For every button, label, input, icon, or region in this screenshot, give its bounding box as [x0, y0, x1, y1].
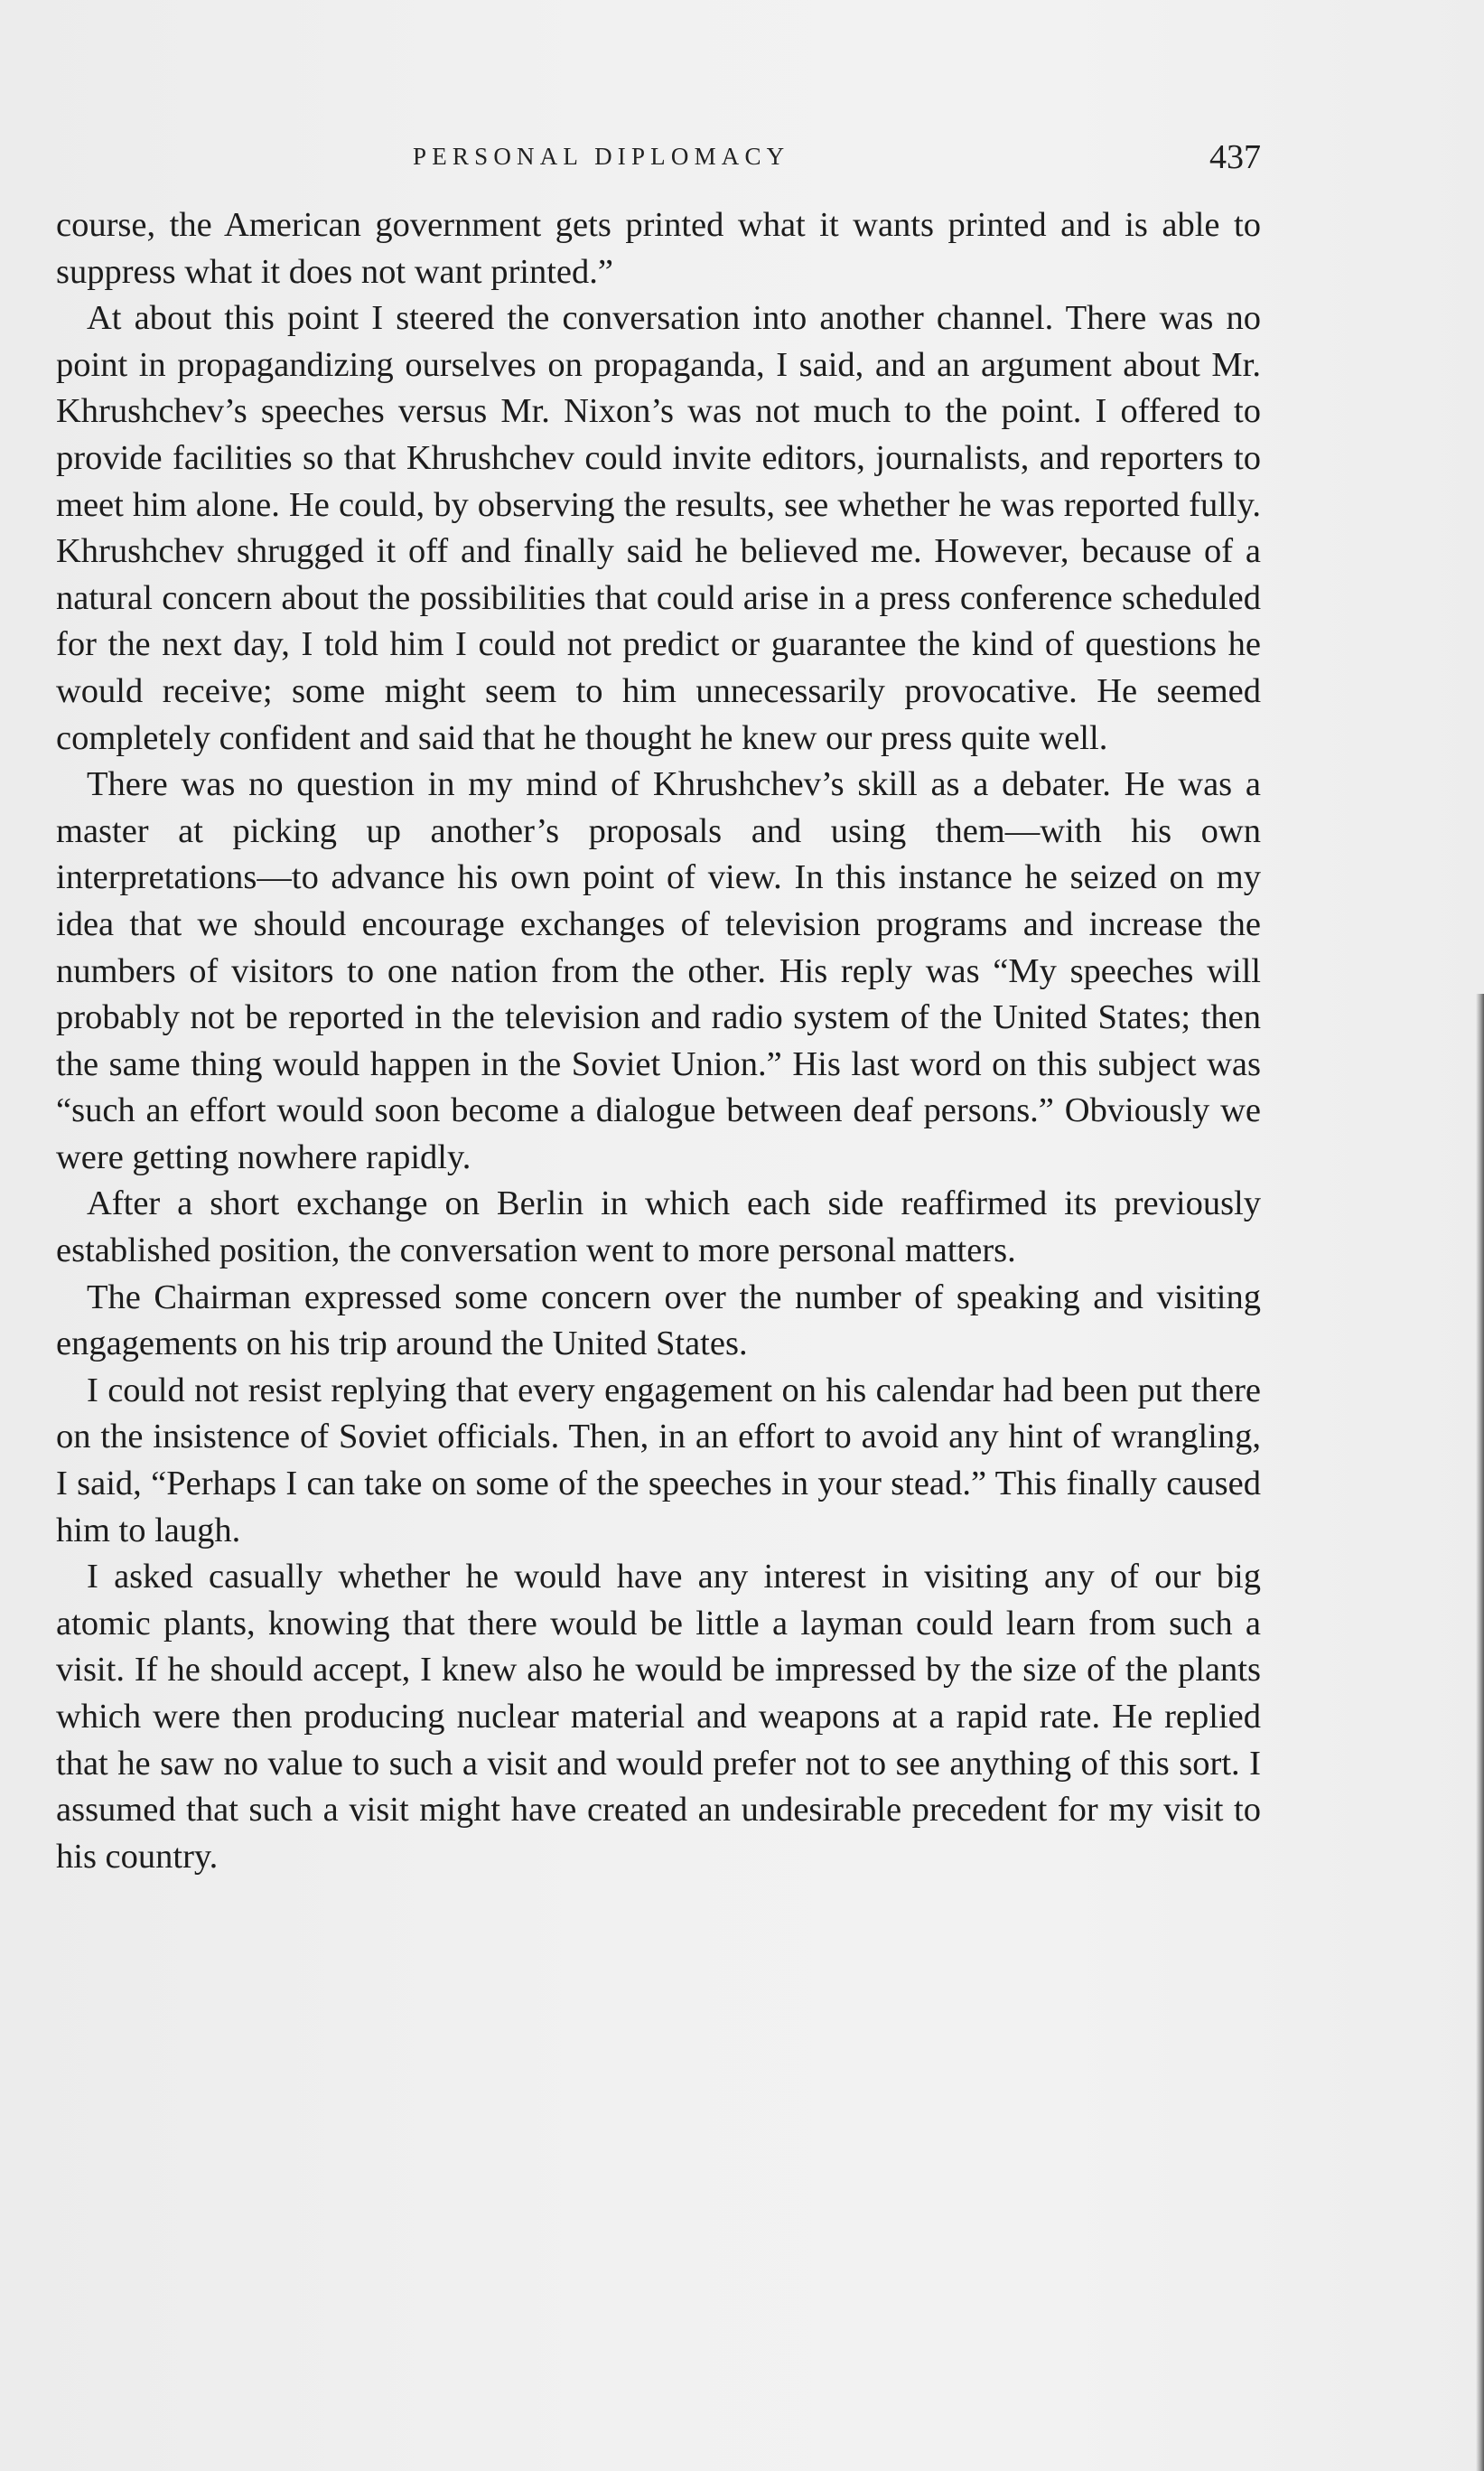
paragraph: I could not resist replying that every engagement on his calendar had been put there on the insistence of Soviet officials. Then, in an effort to avoid any hint of wrangling, I said, “Perhaps I can take on some of the speeches in your stead.” This finally caused him to laugh. [56, 1371, 1261, 1549]
paragraph: I asked casually whether he would have any interest in visiting any of our big atomic plants, knowing that there would be little a layman could learn from such a visit. If he should accept, I knew also he would be impressed by the size of the plants which were then producing nuclear material and weapons at a rapid rate. He replied that he saw no value to such a visit and would prefer not to see anything of this sort. I assumed that such a visit might have created an undesirable precedent for my visit to his country. [56, 1558, 1261, 1876]
body-text [56, 202, 1261, 1880]
running-head [56, 137, 1261, 183]
paragraph: The Chairman expressed some concern over the number of speaking and visiting engagements on his trip around the United States. [56, 1278, 1261, 1363]
page-edge-shadow [1476, 994, 1484, 2471]
paragraph: There was no question in my mind of Khrushchev’s skill as a debater. He was a master at picking up another’s proposals and using them—with his own interpretations—to advance his own point of view. In this instance he seized on my idea that we should encourage exchanges of television programs and increase the numbers of visitors to one nation from the other. His reply was “My speeches will probably not be reported in the television and radio system of the United States; then the same thing would happen in the Soviet Union.” His last word on this subject was “such an effort would soon become a dialogue between deaf persons.” Obviously we were getting nowhere rapidly. [56, 765, 1261, 1176]
running-title: PERSONAL DIPLOMACY [413, 143, 790, 170]
paragraph: After a short exchange on Berlin in which each side reaffirmed its previously established position, the conversation went to more personal matters. [56, 1184, 1261, 1270]
page-number: 437 [1209, 138, 1261, 176]
paragraph-continued: course, the American government gets printed what it wants printed and is able to suppress what it does not want printed.” [56, 206, 1261, 291]
paragraph: At about this point I steered the conversation into another channel. There was no point in propagandizing ourselves on propaganda, I said, and an argument about Mr. Khrushchev’s speeches versus Mr. Nixon’s was not much to the point. I offered to provide facilities so that Khrushchev could invite editors, journalists, and reporters to meet him alone. He could, by observing the results, see whether he was reported fully. Khrushchev shrugged it off and finally said he believed me. However, because of a natural concern about the possibilities that could arise in a press conference scheduled for the next day, I told him I could not predict or guarantee the kind of questions he would receive; some might seem to him unnecessarily provocative. He seemed completely confident and said that he thought he knew our press quite well. [56, 299, 1261, 757]
